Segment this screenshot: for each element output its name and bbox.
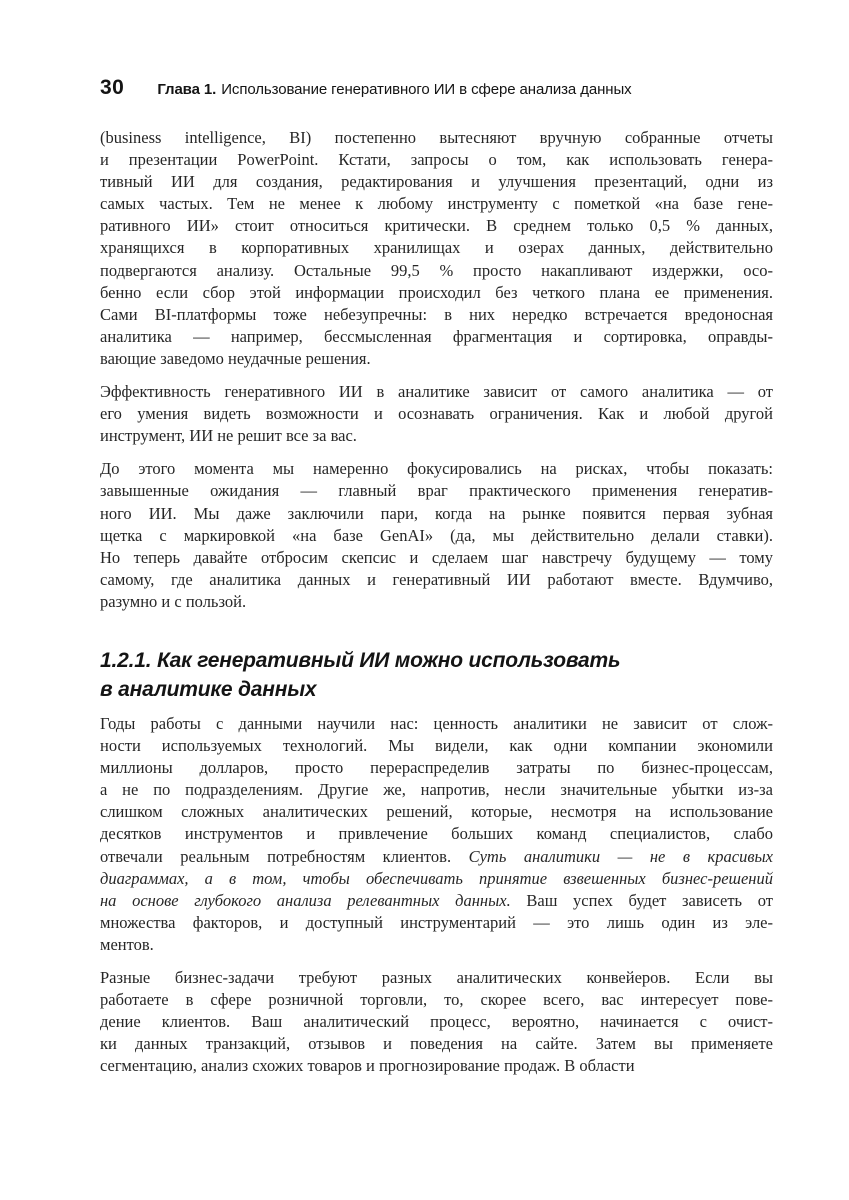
text-segment: Годы работы с данными научили нас: ценность аналитики не зависит от слож- [100,713,773,733]
section-heading [100,646,773,704]
text-line [100,890,773,912]
chapter-heading [157,81,631,98]
text-segment: ративного ИИ» стоит относиться критически. В среднем только 0,5 % данных, [100,216,773,236]
chapter-label: Глава 1. [157,81,217,98]
text-line [100,934,773,956]
text-line [100,967,773,989]
text-line [100,193,773,215]
text-segment: слишком сложных аналитических решений, которые, несмотря на использование [100,802,773,822]
text-line [100,503,773,525]
text-line [100,127,773,149]
text-segment: разумно и с пользой. [100,591,247,611]
text-line [100,1055,773,1077]
text-segment: хранящихся в корпоративных хранилищах и озерах данных, действительно [100,238,773,258]
text-line [100,260,773,282]
text-line [100,326,773,348]
text-line [100,458,773,480]
text-line [100,547,773,569]
text-segment: ного ИИ. Мы даже заключили пари, когда на рынке появится первая зубная [100,503,773,523]
text-line [100,989,773,1011]
text-line [100,425,773,447]
text-segment: (business intelligence, BI) постепенно вытесняют вручную собранные отчеты [100,128,773,147]
text-line [100,403,773,425]
text-segment: завышенные ожидания — главный враг практического применения генератив- [100,481,773,501]
text-segment: дение клиентов. Ваш аналитический процесс, вероятно, начинается с очист- [100,1012,773,1032]
page-number: 30 [100,76,125,99]
text-segment: ки данных транзакций, отзывов и поведения на сайте. Затем вы применяете [100,1034,773,1054]
text-segment: До этого момента мы намеренно фокусировались на рисках, чтобы показать: [100,459,773,479]
paragraph [100,458,773,613]
paragraph [100,381,773,447]
text-segment: подвергаются анализу. Остальные 99,5 % просто накапливают издержки, осо- [100,260,773,280]
text-segment: тивный ИИ для создания, редактирования и улучшения презентаций, одни из [100,172,773,192]
text-line [100,846,773,868]
text-segment: аналитика — например, бессмысленная фрагментация и сортировка, оправды- [100,326,773,346]
heading-line [100,675,773,704]
text-segment: Сами BI-платформы тоже небезупречны: в них нередко встречается вредоносная [100,304,773,324]
text-line [100,381,773,403]
text-segment: Разные бизнес-задачи требуют разных аналитических конвейеров. Если вы [100,968,773,987]
text-segment: ментов. [100,934,154,954]
text-line [100,171,773,193]
text-segment: его умения видеть возможности и осознавать ограничения. Как и любой другой [100,404,773,424]
text-segment: вающие заведомо неудачные решения. [100,348,371,368]
text-segment: отвечали реальным потребностям клиентов. [100,846,469,866]
text-segment: бенно если сбор этой информации происходил без четкого плана ее применения. [100,282,773,302]
text-line [100,1033,773,1055]
text-line [100,304,773,326]
text-line [100,480,773,502]
text-segment: десятков инструментов и привлечение больших команд специалистов, слабо [100,824,773,844]
chapter-title: Использование генеративного ИИ в сфере анализа данных [221,81,632,98]
text-segment: Но теперь давайте отбросим скепсис и сделаем шаг навстречу будущему — тому [100,547,773,567]
text-line [100,823,773,845]
text-line [100,912,773,934]
text-line [100,868,773,890]
text-segment: самых частых. Тем не менее к любому инструменту с пометкой «на базе гене- [100,194,773,214]
text-line [100,215,773,237]
heading-line [100,646,773,675]
paragraph [100,127,773,370]
text-line [100,591,773,613]
text-segment: щетка с маркировкой «на базе GenAI» (да, мы действительно делали ставки). [100,525,773,545]
text-segment: Эффективность генеративного ИИ в аналитике зависит от самого аналитика — от [100,382,773,402]
text-segment: работаете в сфере розничной торговли, то, скорее всего, вас интересует пове- [100,990,773,1010]
italic-text-segment: на основе глубокого анализа релевантных данных. [100,890,511,910]
text-segment: сегментацию, анализ схожих товаров и прогнозирование продаж. В области [100,1056,635,1076]
text-line [100,779,773,801]
text-segment: 1.2.1. Как генеративный ИИ можно использовать [100,648,621,672]
text-line [100,1011,773,1033]
text-segment: а не по подразделениям. Другие же, напротив, несли значительные убытки из-за [100,780,773,800]
text-segment: Ваш успех будет зависеть от [510,890,773,910]
text-line [100,237,773,259]
paragraph [100,967,773,1077]
text-segment: и презентации PowerPoint. Кстати, запросы о том, как использовать генера- [100,150,773,170]
text-line [100,282,773,304]
running-head [100,76,773,100]
text-segment: миллионы долларов, просто перераспределив затраты по бизнес-процессам, [100,758,773,778]
text-line [100,757,773,779]
text-line [100,735,773,757]
text-line [100,525,773,547]
text-segment: инструмент, ИИ не решит все за вас. [100,426,357,446]
text-segment: в аналитике данных [100,677,317,701]
paragraph [100,713,773,956]
page-body [100,127,773,1088]
italic-text-segment: диаграммах, а в том, чтобы обеспечивать принятие взвешенных бизнес-решений [100,868,773,888]
text-line [100,569,773,591]
text-line [100,713,773,735]
text-line [100,149,773,171]
text-segment: самому, где аналитика данных и генеративный ИИ работают вместе. Вдумчиво, [100,569,773,589]
text-line [100,801,773,823]
text-segment: множества факторов, и доступный инструментарий — это лишь один из эле- [100,912,773,932]
italic-text-segment: Суть аналитики — не в красивых [468,846,773,866]
text-segment: ности используемых технологий. Мы видели, как одни компании экономили [100,736,773,756]
text-line [100,348,773,370]
